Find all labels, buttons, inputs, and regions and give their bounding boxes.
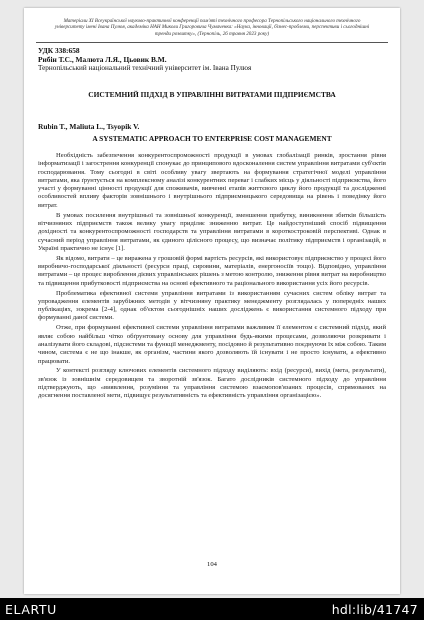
repository-footer-bar [0,598,424,620]
header-divider [36,42,388,43]
authors-english: Rubin T., Maliuta L., Tsyopik V. [38,122,140,131]
title-ukrainian: СИСТЕМНИЙ ПІДХІД В УПРАВЛІННІ ВИТРАТАМИ ПІДПРИЄМСТВА [88,90,336,99]
title-english: A SYSTEMATIC APPROACH TO ENTERPRISE COST MANAGEMENT [92,134,332,143]
handle-identifier: hdl:lib/41747 [331,602,418,617]
paragraph: Як відомо, витрати – це виражена у грошовій формі вартість ресурсів, які використовує підприємство у процесі його виробничо-господарської діяльності (ресурси праці, сировини, матеріалів, енергоносіїв тощо). Відповідно, управління витратами – це процес вироблення дієвих управлінських рішень з метою контролю, зниження рівня витрат на виробництво та підвищення прибутковості підприємства на основі ефективного та раціонального використання усіх його ресурсів. [38,254,386,287]
page-number: 104 [207,561,217,568]
paragraph: В умовах посилення внутрішньої та зовнішньої конкуренції, зменшення прибутку, виникнення збитків більшість вітчизняних підприємств також велику увагу приділяє зниженню витрат. Це найдоступніший спосіб підвищення дохідності та конкурентоспроможності господарств та управління витратами в короткостроковій перспективі. Однак в сучасний період управління витратами, як єдиного цілісного процесу, що визначає політику підприємств і організацій, в Україні практично не існує [1]. [38,211,386,252]
article-body [38,152,386,402]
authors-ukrainian: Рибін Т.С., Малюта Л.Я., Цьовик В.М. [38,55,167,64]
conference-header: Матеріали ХІ Всеукраїнської науково-практичної конференції пам'яті технічного професора Тернопільського національного технічного університету імені Івана Пулюя, академіка НАН Миколи Григоровича Чумаченка: «Наука, інновації, бізнес-проблеми, перспективи і сьогоднішні тренди розвитку», (Тернопіль, 26 травня 2023 року) [54,18,370,37]
paragraph: У контексті розгляду ключових елементів системного підходу виділяють: вхід (ресурси), вихід (мета, результати), зв'язок із зовнішнім середовищем та зворотній зв'язок. Багато дослідників системного підходу до управління підтверджують, що «виявлення, розуміння та управління системою взаємопов'язаних процесів, спрямованих на досягнення поставленої мети, підвищує результативність та ефективність управління організацією». [38,367,386,400]
paragraph: Проблематика ефективної системи управління витратами із використанням сучасних систем обліку витрат та упровадження елементів зарубіжних методів у вітчизняну практику менеджменту розглядалась у попередніх наших публікаціях, зокрема [2-4], однак об'єктом сьогоднішніх наших досліджень є використання системного підходу при формуванні даної системи. [38,289,386,322]
affiliation: Тернопільський національний технічний університет ім. Івана Пулюя [38,64,252,72]
repository-name: ELARTU [5,602,57,617]
paragraph: Необхідність забезпечення конкурентоспроможності продукції в умовах глобалізації ринків, зростання рівня інформатизації і загострення конкуренції спонукає до принципового вдосконалення систем управління витратами суб'єктів господарювання. Тому сьогодні в світі особливу увагу звертають на формування стратегічної моделі управління витратами, яка ґрунтується на комплексному аналізі конкурентних переваг і слабких місць у діяльності підприємства, його участі у формуванні цінності продукції для споживачів, вивченні етапів життєвого циклу його продукції та дослідженні особливостей впливу факторів зовнішнього і внутрішнього підприємницького середовища на рівень і поведінку його витрат. [38,152,386,209]
document-page [24,8,400,594]
paragraph: Отже, при формуванні ефективної системи управління витратами важливим її елементом є системний підхід, який являє собою найбільш чітко обґрунтовану основу для управління будь-якими процесами, дозволяючи розкривати і аналізувати його складові, підсистеми та функції менеджменту, посідовно й результативно поєднуючи їх між собою. Таким чином, система є не що інакше, як організм, частини якого дозволяють їй існувати і не просто існувати, а ефективно працювати. [38,324,386,365]
udk-code: УДК 338:658 [38,46,80,55]
